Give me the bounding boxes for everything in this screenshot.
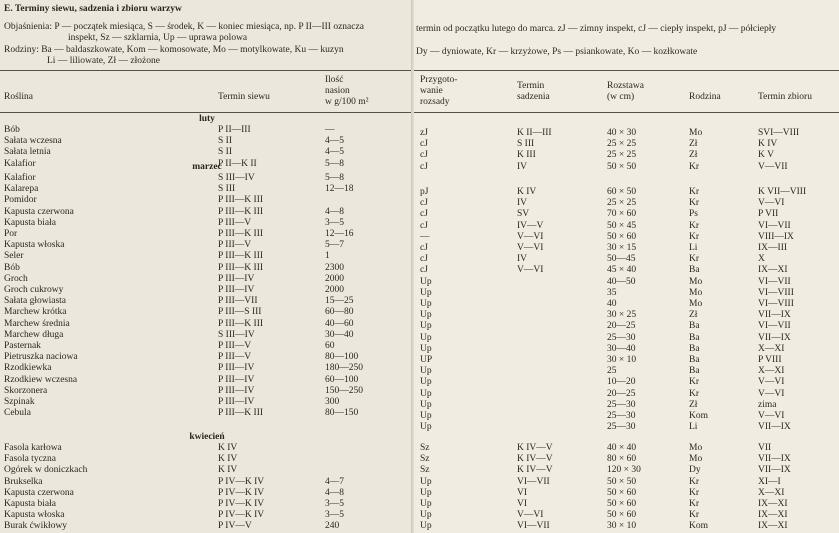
sowing-term-cell: P III—IV (218, 363, 255, 374)
harvest-term-cell: V—VI (758, 411, 785, 421)
seedling-prep-cell: pJ (420, 187, 429, 197)
spacing-cell: 40 × 30 (607, 128, 637, 138)
spacing-cell: 20—25 (607, 321, 636, 332)
family-cell: Zł (689, 310, 698, 321)
planting-term-cell: K IV (517, 187, 537, 197)
seedling-prep-cell: Up (420, 310, 432, 321)
spacing-cell: 40 × 40 (607, 443, 637, 453)
spacing-cell: 20—25 (607, 388, 636, 399)
family-cell: Ba (689, 265, 700, 276)
family-cell: Kom (689, 521, 708, 532)
seedling-prep-cell: — (420, 231, 430, 242)
sowing-term-cell: P IV—K IV (218, 510, 265, 521)
plant-name-cell: Marchew długa (4, 329, 64, 340)
family-cell: Kr (689, 476, 700, 487)
family-cell: Zł (689, 399, 698, 410)
harvest-term-cell: VII (758, 443, 772, 453)
harvest-term-cell: V—VI (758, 377, 785, 388)
sowing-term-cell: K IV (218, 465, 238, 476)
sowing-term-cell: P III—V (218, 352, 252, 363)
header-prep-3: rozsady (420, 97, 450, 107)
family-cell: Mo (689, 443, 703, 453)
spacing-cell: 30 × 10 (607, 355, 637, 365)
seed-quantity-cell: 2000 (325, 273, 344, 284)
seed-quantity-cell: 12—18 (325, 184, 354, 195)
sowing-term-cell: S II (218, 136, 232, 147)
right-legend-line-2: Dy — dyniowate, Kr — krzyżowe, Ps — psiankowate, Ko — kozłkowate (416, 47, 698, 57)
seed-quantity-cell: 4—5 (325, 147, 344, 158)
family-cell: Kr (689, 254, 700, 265)
harvest-term-cell: VIII—IX (758, 231, 794, 242)
spacing-cell: 30 × 15 (607, 243, 637, 253)
sowing-term-cell: P III—IV (218, 374, 255, 385)
harvest-term-cell: VII—IX (758, 332, 791, 343)
header-qty-3: w g/100 m² (325, 97, 369, 107)
spacing-cell: 50—45 (607, 254, 636, 265)
plant-name-cell: Fasola karłowa (4, 443, 62, 453)
plant-name-cell: Ogórek w doniczkach (4, 465, 88, 476)
spacing-cell: 25—30 (607, 332, 636, 343)
seedling-prep-cell: Sz (420, 443, 430, 453)
seed-quantity-cell: 240 (325, 521, 340, 532)
plant-name-cell: Kapusta włoska (4, 240, 65, 251)
seed-quantity-cell: 60—100 (325, 374, 359, 385)
family-cell: Kr (689, 198, 700, 209)
plant-name-cell: Por (4, 229, 18, 239)
seedling-prep-cell: Up (420, 343, 432, 354)
planting-term-cell: IV—V (517, 220, 544, 231)
planting-term-cell: K II—III (517, 128, 552, 138)
plant-name-cell: Burak ćwikłowy (4, 521, 68, 532)
seedling-prep-cell: Up (420, 332, 432, 343)
plant-name-cell: Marchew średnia (4, 318, 70, 329)
family-cell: Kom (689, 411, 708, 421)
plant-name-cell: Pietruszka naciowa (4, 352, 78, 363)
harvest-term-cell: IX—III (758, 243, 788, 253)
harvest-term-cell: V—VI (758, 388, 785, 399)
planting-term-cell: SV (517, 209, 530, 220)
seedling-prep-cell: Up (420, 366, 432, 377)
plant-name-cell: Pasternak (4, 341, 41, 351)
seed-quantity-cell: 2300 (325, 262, 344, 273)
spacing-cell: 40 (607, 299, 617, 309)
seedling-prep-cell: cJ (420, 209, 428, 220)
header-planting-2: sadzenia (517, 92, 550, 102)
seedling-prep-cell: Up (420, 499, 432, 509)
sowing-term-cell: P IV—K IV (218, 499, 265, 509)
plant-name-cell: Rzodkiewka (4, 363, 52, 374)
plant-name-cell: Kalafior (4, 173, 36, 183)
spacing-cell: 40—50 (607, 276, 636, 287)
family-cell: Mo (689, 128, 703, 138)
family-cell: Mo (689, 287, 703, 298)
header-spacing-1: Rozstawa (607, 81, 644, 91)
legend-line-2: inspekt, Sz — szklarnia, Up — uprawa polowa (68, 33, 248, 43)
harvest-term-cell: X—XI (758, 343, 785, 354)
harvest-term-cell: zima (758, 399, 777, 410)
family-cell: Ba (689, 343, 700, 354)
header-qty-1: Ilość (325, 75, 344, 85)
seedling-prep-cell: Sz (420, 465, 430, 476)
left-page (0, 0, 414, 533)
planting-term-cell: IV (517, 254, 528, 265)
seed-quantity-cell: 60 (325, 341, 335, 351)
planting-term-cell: VI—VII (517, 476, 550, 487)
plant-name-cell: Groch (4, 273, 28, 284)
harvest-term-cell: K IV (758, 139, 778, 150)
seed-quantity-cell: 180—250 (325, 363, 363, 374)
plant-name-cell: Skorzonera (4, 385, 48, 396)
sowing-term-cell: P III—K III (218, 408, 264, 419)
sowing-term-cell: P II—III (218, 125, 251, 135)
sowing-term-cell: P III—K III (218, 229, 264, 239)
harvest-term-cell: IX—XI (758, 510, 788, 521)
sowing-term-cell: P III—V (218, 240, 252, 251)
family-cell: Kr (689, 220, 700, 231)
plant-name-cell: Sałata letnia (4, 147, 51, 158)
seed-quantity-cell: 4—5 (325, 136, 344, 147)
header-planting-1: Termin (517, 81, 545, 91)
seedling-prep-cell: Up (420, 487, 432, 498)
harvest-term-cell: X (758, 254, 765, 265)
plant-name-cell: Bób (4, 262, 20, 273)
plant-name-cell: Kapusta biała (4, 217, 56, 228)
legend-line-4: Li — liliowate, Zł — złożone (47, 56, 160, 66)
harvest-term-cell: VI—VII (758, 321, 791, 332)
sowing-term-cell: P III—K III (218, 262, 264, 273)
seed-quantity-cell: 4—8 (325, 206, 344, 217)
spacing-cell: 120 × 30 (607, 465, 641, 476)
family-cell: Kr (689, 187, 700, 197)
seedling-prep-cell: Up (420, 476, 432, 487)
sowing-term-cell: P III—VII (218, 296, 258, 307)
planting-term-cell: IV (517, 198, 528, 209)
header-prep-1: Przygoto- (420, 75, 458, 85)
seed-quantity-cell: 12—16 (325, 229, 354, 239)
planting-term-cell: VI (517, 487, 528, 498)
sowing-term-cell: P II—K II (218, 158, 257, 169)
planting-term-cell: K IV—V (517, 443, 553, 453)
seedling-prep-cell: Up (420, 510, 432, 521)
spacing-cell: 50 × 45 (607, 220, 637, 231)
harvest-term-cell: VI—VII (758, 220, 791, 231)
plant-name-cell: Kapusta biała (4, 499, 56, 509)
seed-quantity-cell: 5—8 (325, 173, 344, 183)
sowing-term-cell: P III—V (218, 341, 252, 351)
family-cell: Ba (689, 332, 700, 343)
header-harvest: Termin zbioru (758, 92, 812, 102)
harvest-term-cell: VII—IX (758, 422, 791, 433)
harvest-term-cell: P VIII (758, 355, 782, 365)
family-cell: Kr (689, 510, 700, 521)
family-cell: Kr (689, 487, 700, 498)
seedling-prep-cell: Up (420, 399, 432, 410)
seedling-prep-cell: Up (420, 411, 432, 421)
plant-name-cell: Bób (4, 125, 20, 135)
sowing-term-cell: S III—IV (218, 173, 255, 183)
planting-term-cell: K III (517, 150, 536, 161)
planting-term-cell: V—VI (517, 265, 544, 276)
family-cell: Li (689, 243, 698, 253)
right-header-bottom-rule (414, 112, 839, 113)
sowing-term-cell: P III—IV (218, 273, 255, 284)
seed-quantity-cell: 4—8 (325, 487, 344, 498)
spacing-cell: 50 × 50 (607, 161, 637, 172)
family-cell: Dy (689, 465, 701, 476)
seedling-prep-cell: cJ (420, 265, 428, 276)
planting-term-cell: K IV—V (517, 465, 553, 476)
harvest-term-cell: IX—XI (758, 521, 788, 532)
section-label: luty (199, 113, 215, 124)
right-page (414, 0, 839, 533)
table-title: E. Terminy siewu, sadzenia i zbioru warzyw (4, 4, 182, 14)
family-cell: Kr (689, 161, 700, 172)
sowing-term-cell: P III—IV (218, 385, 255, 396)
spacing-cell: 25—30 (607, 399, 636, 410)
harvest-term-cell: V—VI (758, 198, 785, 209)
header-qty-2: nasion (325, 86, 350, 96)
plant-name-cell: Kalarepa (4, 184, 39, 195)
plant-name-cell: Brukselka (4, 476, 43, 487)
family-cell: Mo (689, 454, 703, 465)
seed-quantity-cell: 1 (325, 251, 330, 262)
seedling-prep-cell: Up (420, 276, 432, 287)
harvest-term-cell: P VII (758, 209, 779, 220)
harvest-term-cell: K VII—VIII (758, 187, 807, 197)
sowing-term-cell: P III—K III (218, 195, 264, 206)
seed-quantity-cell: 150—250 (325, 385, 363, 396)
seedling-prep-cell: cJ (420, 254, 428, 265)
family-cell: Kr (689, 499, 700, 509)
seedling-prep-cell: Up (420, 287, 432, 298)
seedling-prep-cell: Up (420, 377, 432, 388)
plant-name-cell: Sałata wczesna (4, 136, 62, 147)
seed-quantity-cell: 2000 (325, 285, 344, 295)
family-cell: Zł (689, 139, 698, 150)
sowing-term-cell: P III—K III (218, 206, 264, 217)
seed-quantity-cell: 60—80 (325, 307, 354, 318)
sowing-term-cell: P III—S III (218, 307, 262, 318)
plant-name-cell: Seler (4, 251, 24, 262)
planting-term-cell: V—VI (517, 510, 544, 521)
harvest-term-cell: K V (758, 150, 774, 161)
seedling-prep-cell: zJ (420, 128, 428, 138)
header-top-rule (0, 70, 414, 71)
harvest-term-cell: X—XI (758, 366, 785, 377)
right-header-top-rule (414, 70, 839, 71)
legend-line-3: Rodziny: Ba — baldaszkowate, Kom — komosowate, Mo — motylkowate, Ku — kuzyn (4, 45, 344, 55)
spacing-cell: 50 × 60 (607, 510, 637, 521)
seed-quantity-cell: 80—100 (325, 352, 359, 363)
section-label: kwiecień (189, 431, 225, 442)
seed-quantity-cell: 80—150 (325, 408, 359, 419)
spacing-cell: 35 (607, 287, 617, 298)
harvest-term-cell: IX—XI (758, 499, 788, 509)
seed-quantity-cell: 3—5 (325, 510, 344, 521)
plant-name-cell: Fasola tyczna (4, 454, 56, 465)
plant-name-cell: Kapusta włoska (4, 510, 65, 521)
seed-quantity-cell: 40—60 (325, 318, 354, 329)
sowing-term-cell: P IV—V (218, 521, 252, 532)
seedling-prep-cell: Up (420, 321, 432, 332)
spacing-cell: 70 × 60 (607, 209, 637, 220)
seedling-prep-cell: cJ (420, 150, 428, 161)
spacing-cell: 25 (607, 366, 617, 377)
family-cell: Ba (689, 366, 700, 377)
spacing-cell: 80 × 60 (607, 454, 637, 465)
harvest-term-cell: XI—I (758, 476, 781, 487)
plant-name-cell: Cebula (4, 408, 31, 419)
sowing-term-cell: P III—K III (218, 251, 264, 262)
seedling-prep-cell: Up (420, 388, 432, 399)
plant-name-cell: Pomidor (4, 195, 37, 206)
section-label: marzec (192, 161, 222, 172)
family-cell: Ba (689, 355, 700, 365)
sowing-term-cell: P III—V (218, 217, 252, 228)
seedling-prep-cell: cJ (420, 161, 428, 172)
seed-quantity-cell: 3—5 (325, 499, 344, 509)
harvest-term-cell: VI—VIII (758, 299, 794, 309)
seedling-prep-cell: Up (420, 299, 432, 309)
spacing-cell: 60 × 50 (607, 187, 637, 197)
planting-term-cell: VI—VII (517, 521, 550, 532)
harvest-term-cell: VII—IX (758, 454, 791, 465)
seedling-prep-cell: cJ (420, 220, 428, 231)
harvest-term-cell: VII—IX (758, 465, 791, 476)
plant-name-cell: Kapusta czerwona (4, 206, 74, 217)
seedling-prep-cell: Sz (420, 454, 430, 465)
harvest-term-cell: IX—XI (758, 265, 788, 276)
harvest-term-cell: VI—VII (758, 276, 791, 287)
seed-quantity-cell: 300 (325, 397, 340, 407)
seedling-prep-cell: Up (420, 521, 432, 532)
sowing-term-cell: S III—IV (218, 329, 255, 340)
seed-quantity-cell: 30—40 (325, 329, 354, 340)
seedling-prep-cell: UP (420, 355, 433, 365)
sowing-term-cell: P III—K III (218, 318, 264, 329)
spacing-cell: 45 × 40 (607, 265, 637, 276)
harvest-term-cell: SVI—VIII (758, 128, 800, 138)
seedling-prep-cell: cJ (420, 243, 428, 253)
spacing-cell: 50 × 60 (607, 487, 637, 498)
planting-term-cell: IV (517, 161, 528, 172)
planting-term-cell: V—VI (517, 243, 544, 253)
seedling-prep-cell: cJ (420, 139, 428, 150)
spacing-cell: 50 × 50 (607, 476, 637, 487)
plant-name-cell: Rzodkiew wczesna (4, 374, 78, 385)
family-cell: Zł (689, 150, 698, 161)
seedling-prep-cell: Up (420, 422, 432, 433)
sowing-term-cell: P IV—K IV (218, 487, 265, 498)
harvest-term-cell: X—XI (758, 487, 785, 498)
sowing-term-cell: P III—IV (218, 285, 255, 295)
spacing-cell: 25—30 (607, 422, 636, 433)
plant-name-cell: Sałata głowiasta (4, 296, 66, 307)
spacing-cell: 25—30 (607, 411, 636, 421)
planting-term-cell: VI (517, 499, 528, 509)
sowing-term-cell: S III (218, 184, 236, 195)
spacing-cell: 25 × 25 (607, 150, 637, 161)
header-sowing: Termin siewu (218, 92, 270, 102)
sowing-term-cell: P IV—K IV (218, 476, 265, 487)
harvest-term-cell: VI—VIII (758, 287, 794, 298)
sowing-term-cell: P III—IV (218, 397, 255, 407)
family-cell: Ps (689, 209, 698, 220)
plant-name-cell: Groch cukrowy (4, 285, 64, 295)
family-cell: Li (689, 422, 698, 433)
header-spacing-2: (w cm) (607, 92, 635, 102)
family-cell: Mo (689, 276, 703, 287)
plant-name-cell: Kapusta czerwona (4, 487, 74, 498)
legend-line-1: Objaśnienia: P — początek miesiąca, S — środek, K — koniec miesiąca, np. P II—III oznacza (4, 22, 364, 32)
family-cell: Kr (689, 377, 700, 388)
harvest-term-cell: VII—IX (758, 310, 791, 321)
family-cell: Ba (689, 321, 700, 332)
seed-quantity-cell: — (325, 125, 335, 135)
plant-name-cell: Marchew krótka (4, 307, 67, 318)
spacing-cell: 50 × 60 (607, 231, 637, 242)
planting-term-cell: K IV—V (517, 454, 553, 465)
sowing-term-cell: S II (218, 147, 232, 158)
plant-name-cell: Szpinak (4, 397, 35, 407)
seed-quantity-cell: 3—5 (325, 217, 344, 228)
header-plant: Roślina (4, 92, 34, 102)
right-legend-line-1: termin od początku lutego do marca. zJ — zimny inspekt, cJ — ciepły inspekt, pJ — półciepły (416, 24, 777, 34)
family-cell: Mo (689, 299, 703, 309)
harvest-term-cell: V—VII (758, 161, 788, 172)
spacing-cell: 50 × 60 (607, 499, 637, 509)
header-prep-2: wanie (420, 86, 443, 96)
spacing-cell: 30—40 (607, 343, 636, 354)
planting-term-cell: S III (517, 139, 535, 150)
spacing-cell: 25 × 25 (607, 139, 637, 150)
seed-quantity-cell: 5—7 (325, 240, 344, 251)
planting-term-cell: V—VI (517, 231, 544, 242)
spacing-cell: 30 × 25 (607, 310, 637, 321)
seed-quantity-cell: 15—25 (325, 296, 354, 307)
seedling-prep-cell: cJ (420, 198, 428, 209)
spacing-cell: 25 × 25 (607, 198, 637, 209)
family-cell: Kr (689, 231, 700, 242)
family-cell: Kr (689, 388, 700, 399)
sowing-term-cell: K IV (218, 454, 238, 465)
header-family: Rodzina (689, 92, 721, 102)
plant-name-cell: Kalafior (4, 158, 36, 169)
sowing-term-cell: K IV (218, 443, 238, 453)
seed-quantity-cell: 4—7 (325, 476, 344, 487)
seed-quantity-cell: 5—8 (325, 158, 344, 169)
spacing-cell: 10—20 (607, 377, 636, 388)
spacing-cell: 30 × 10 (607, 521, 637, 532)
